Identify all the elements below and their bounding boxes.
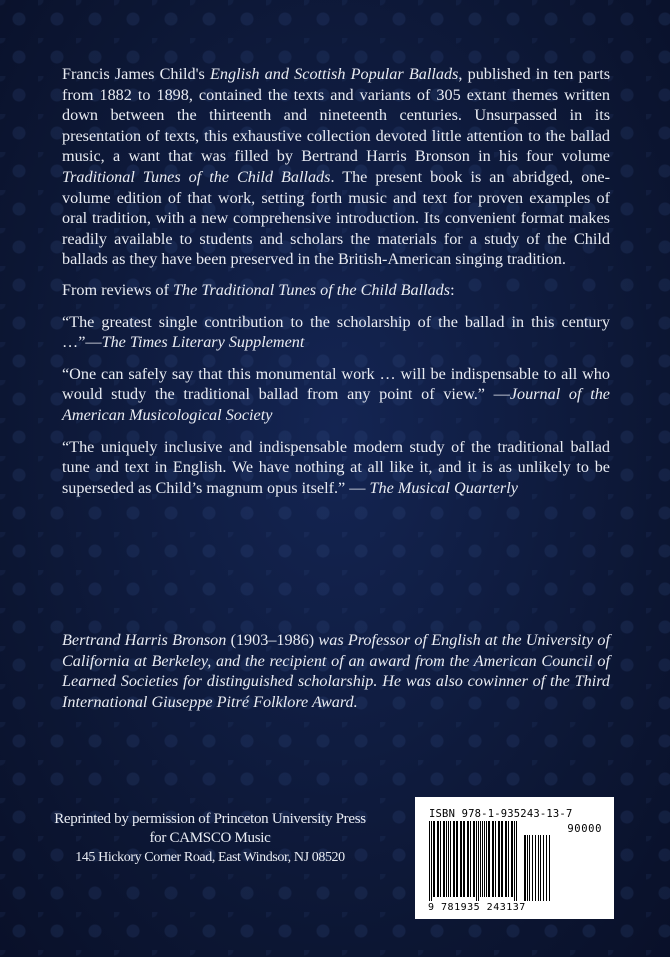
- barcode-bar: [524, 835, 526, 901]
- review-quote: “One can safely say that this monumental work … will be indispensable to all who would study the traditional ballad from any point of view.” —Journal of the American Musicological Society: [62, 364, 610, 424]
- barcode-bar: [467, 821, 469, 897]
- barcode-bar: [446, 821, 447, 897]
- text-run: Francis James Child's: [62, 65, 211, 83]
- barcode-bar: [488, 821, 490, 897]
- barcode-bar: [532, 835, 533, 901]
- author-bio: Bertrand Harris Bronson (1903–1986) was Professor of English at the University of California at Berkeley, and the recipient of an award from the American Council of Learned Societies for distinguished scholarship. He was also cowinner of the Third International Giuseppe Pitré Folklore Award.: [62, 631, 610, 711]
- text-run: . The present book is an abridged, one-volume edition of that work, setting forth music and text for proven examples of oral tradition, with a new comprehensive introduction. Its convenient format makes readily available to students and scholars the materials for a study of the Child ballads as they have been preserved in the British-American singing tradition.: [62, 167, 610, 269]
- book-title: The Traditional Tunes of the Child Ballads: [173, 280, 451, 299]
- barcode-bar: [514, 821, 515, 901]
- isbn-text: ISBN 978-1-935243-13-7: [429, 808, 573, 820]
- barcode-bar: [508, 821, 509, 897]
- barcode-bar: [543, 835, 544, 901]
- barcode-bar: [463, 821, 465, 897]
- barcode-bar: [473, 821, 475, 897]
- book-title: English and Scottish Popular Ballads: [210, 65, 459, 83]
- barcode-bar: [440, 821, 441, 897]
- blurb: [62, 64, 610, 509]
- price-addon-digits: 90000: [567, 823, 602, 835]
- barcode-bar: [478, 821, 479, 901]
- publisher-address: 145 Hickory Corner Road, East Windsor, NJ 08520: [75, 850, 345, 865]
- barcode-bar: [431, 821, 432, 901]
- barcode-bar: [433, 821, 435, 897]
- text-run: , published in ten parts from 1882 to 1898, contained the texts and variants of 305 extant themes written down between the thirteenth and nineteenth centuries. Unsurpassed in its presentation of texts, this exhaustive collection devoted little attention to the ballad music, a want that was filled by Bertrand Harris Bronson in his four volume: [62, 65, 610, 166]
- barcode-bar: [540, 835, 541, 901]
- publisher-imprint: [20, 810, 400, 867]
- barcode-bar: [492, 821, 494, 897]
- barcode-bar: [529, 835, 530, 901]
- barcode-bars: [425, 821, 607, 903]
- reviews-intro: From reviews of The Traditional Tunes of the Child Ballads:: [62, 280, 455, 299]
- barcode-bar: [527, 835, 528, 901]
- barcode-bar: [470, 821, 471, 897]
- barcode-bar: [501, 821, 503, 897]
- barcode-bar: [429, 821, 430, 901]
- barcode-bar: [476, 821, 477, 901]
- barcode-bar: [453, 821, 455, 897]
- description-paragraph: [62, 64, 610, 270]
- barcode-bar: [484, 821, 485, 897]
- barcode-bar: [538, 835, 539, 901]
- review-quote: “The greatest single contribution to the scholarship of the ballad in this century …”—The Times Literary Supplement: [62, 312, 610, 352]
- barcode-box: [415, 797, 614, 919]
- barcode-bar: [486, 821, 487, 897]
- barcode-bar: [511, 821, 513, 897]
- review-source: The Musical Quarterly: [369, 478, 518, 497]
- barcode-bar: [549, 835, 550, 901]
- barcode-bar: [437, 821, 439, 897]
- review-source: The Times Literary Supplement: [101, 333, 305, 352]
- barcode-bar: [498, 821, 500, 897]
- barcode-bar: [443, 821, 445, 897]
- barcode-bar: [495, 821, 496, 897]
- barcode-bar: [505, 821, 507, 897]
- barcode-bar: [460, 821, 462, 897]
- ean-digits: 9 781935 243137: [428, 902, 526, 913]
- barcode-bar: [516, 821, 517, 901]
- barcode-bar: [480, 821, 481, 897]
- barcode-bar: [482, 821, 483, 897]
- barcode-bar: [535, 835, 536, 901]
- author-years: (1903–1986): [230, 631, 315, 649]
- imprint-line: for CAMSCO Music: [149, 830, 271, 846]
- barcode-bar: [448, 821, 449, 897]
- imprint-line: Reprinted by permission of Princeton University Press: [54, 811, 366, 827]
- book-title: Traditional Tunes of the Child Ballads: [62, 167, 331, 186]
- barcode-bar: [546, 835, 547, 901]
- barcode-bar: [456, 821, 458, 897]
- review-source: Journal of the American Musicological Society: [62, 385, 610, 424]
- review-quote: “The uniquely inclusive and indispensable modern study of the traditional ballad tune and text in English. We have nothing at all like it, and it is as unlikely to be superseded as Child’s magnum opus itself.” — The Musical Quarterly: [62, 437, 610, 497]
- barcode-bar: [450, 821, 451, 897]
